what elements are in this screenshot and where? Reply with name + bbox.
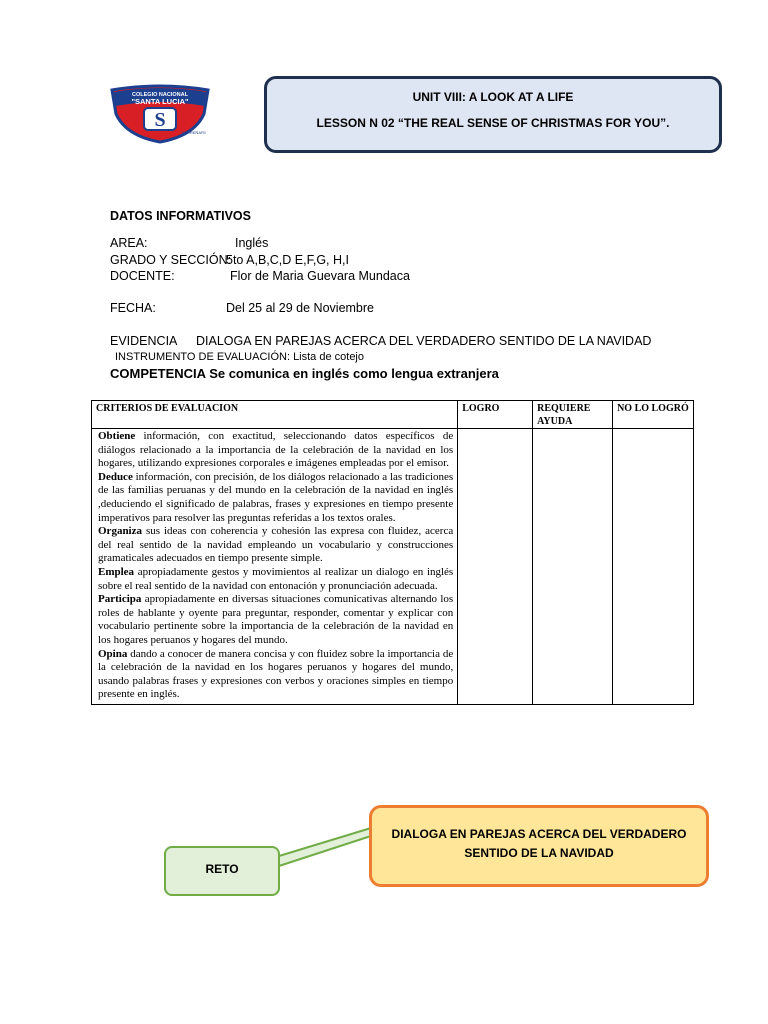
criterion-verb: Opina [98,647,128,660]
logo-name: "SANTA LUCIA" [131,97,189,106]
logo-bottom-text: FERREÑAFE [181,130,207,135]
header-logro: LOGRO [458,401,533,429]
criterion-verb: Deduce [98,470,133,483]
docente-value: Flor de Maria Guevara Mundaca [230,269,410,283]
criterion-text: dando a conocer de manera concisa y con fluidez sobre la importancia de la celebración de la navidad en los hogares peruanos y hogares del mundo, usando palabras frases y expresiones con verbos y oraciones simples en tiempo presente en inglés. [98,647,454,701]
logo-top-text: COLEGIO NACIONAL [132,92,188,98]
criterion-text: información, con precisión, de los diálogos relacionado a las tradiciones de las familias peruanas y del mundo en la celebración de la navidad en inglés ,deduciendo el significado de palabras, frases y expresiones en tiempo presente imperativos para resolver las preguntas referidas a los textos orales. [98,470,454,524]
criterion-text: apropiadamente gestos y movimientos al realizar un dialogo en inglés sobre el real sentido de la navidad con entonación y pronunciación adecuada. [98,565,454,592]
criterion-verb: Organiza [98,525,142,538]
challenge-box: DIALOGA EN PAREJAS ACERCA DEL VERDADERO SENTIDO DE LA NAVIDAD [369,805,709,887]
header-criterios: CRITERIOS DE EVALUACION [92,401,458,429]
competencia-text: COMPETENCIA Se comunica en inglés como lengua extranjera [110,366,499,381]
evidencia-value: DIALOGA EN PAREJAS ACERCA DEL VERDADERO SENTIDO DE LA NAVIDAD [196,334,652,348]
grado-label: GRADO Y SECCIÓN: [110,253,232,267]
evidencia-label: EVIDENCIA [110,334,178,348]
reto-box: RETO [164,846,280,896]
criterion-verb: Emplea [98,565,135,578]
info-heading: DATOS INFORMATIVOS [110,209,251,223]
criterion-text: información, con exactitud, seleccionando datos específicos de diálogos relacionado a la importancia de la celebración de la navidad en los hogares, utilizando expresiones corporales e imágenes empleadas por el emisor. [98,430,454,470]
criterion-verb: Obtiene [98,430,136,442]
fecha-label: FECHA: [110,301,156,315]
criterion-text: sus ideas con coherencia y cohesión las expresa con fluidez, acerca del real sentido de la navidad empleando un vocabulario y construcciones gramaticales adecuados en tiempo presente simple. [98,525,454,565]
docente-label: DOCENTE: [110,269,175,283]
area-value: Inglés [235,236,269,250]
instrumento-text: INSTRUMENTO DE EVALUACIÓN: Lista de cotejo [115,351,364,363]
grado-value: 5to A,B,C,D E,F,G, H,I [226,253,349,267]
header-no-lo-logro: NO LO LOGRÓ [613,401,694,429]
unit-title: UNIT VIII: A LOOK AT A LIFE [412,90,574,104]
logo-letter: S [154,109,166,131]
criterion-verb: Participa [98,593,142,606]
area-label: AREA: [110,236,148,250]
lesson-title: LESSON N 02 “THE REAL SENSE OF CHRISTMAS FOR YOU”. [316,116,670,130]
header-requiere-ayuda: REQUIERE AYUDA [533,401,613,429]
criterion-text: apropiadamente en diversas situaciones comunicativas alternando los roles de hablante y oyente para preguntar, responder, comentar y explicar con vocabulario pertinente sobre la importancia de la celebración de la navidad en los hogares peruanos y hogares del mundo. [98,593,454,646]
fecha-value: Del 25 al 29 de Noviembre [226,301,374,315]
